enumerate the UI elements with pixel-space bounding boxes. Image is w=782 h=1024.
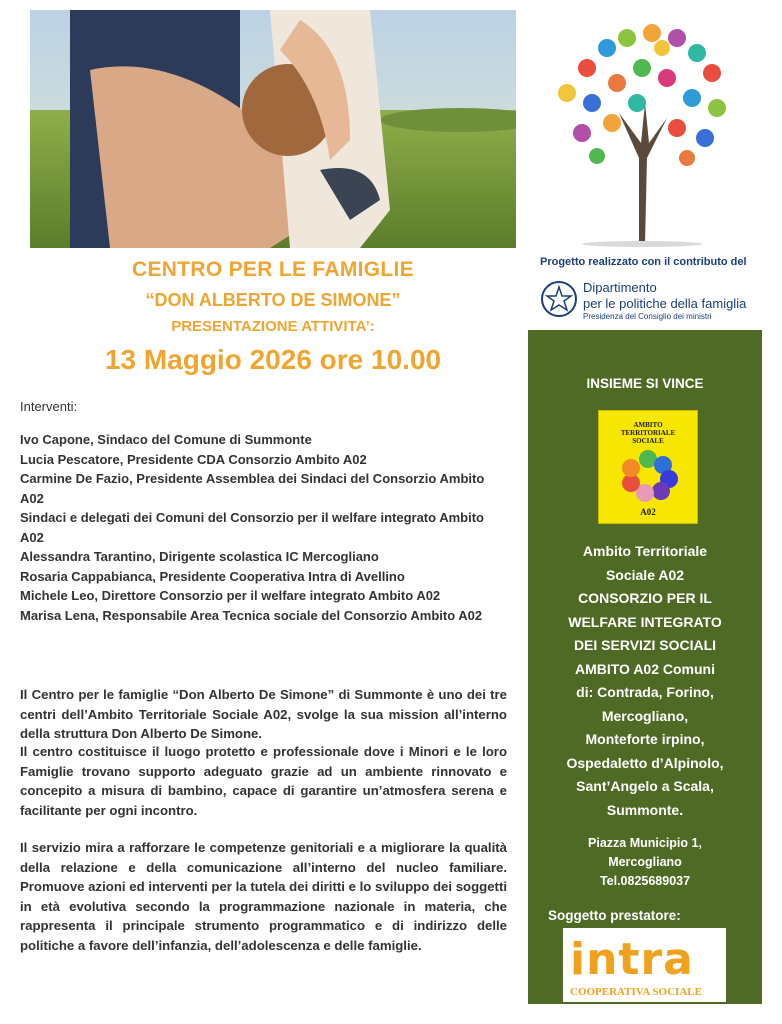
provider-label: Soggetto prestatore: [548,908,681,923]
ambito-line: WELFARE INTEGRATO [568,613,722,630]
logo-text-line1: AMBITO [633,421,663,429]
speaker-item: Carmine De Fazio, Presidente Assemblea dei Sindaci del Consorzio Ambito A02 [20,471,485,506]
intra-logo-wordmark: intra [570,934,694,985]
ambito-line: DEI SERVIZI SOCIALI [573,637,717,653]
logo-text-line3: SOCIALE [632,437,664,445]
republic-seal-icon [540,280,578,318]
ambito-logo [598,410,698,524]
ambito-line: Summonte. [606,801,684,818]
logo-text-line2: TERRITORIALE [620,429,676,437]
speaker-item: Alessandra Tarantino, Dirigente scolastica IC Mercogliano [20,549,379,564]
body-paragraph-2: Il centro costituisce il luogo protetto e professionale dove i Minori e le loro Famiglie trovano supporto adeguato grazie ad un ambiente rinnovato e concepito a misura di bambino, capace di garantire un’atmosfera serena e facilitante per ogni incontro. [20,744,507,818]
centre-name: “DON ALBERTO DE SIMONE” [145,290,401,310]
body-paragraph-1: Il Centro per le famiglie “Don Alberto De Simone” di Summonte è uno dei tre centri dell’Ambito Territoriale Sociale A02, svolge la sua mission all’interno della struttura Don Alberto De Simone. [20,687,507,741]
project-note: Progetto realizzato con il contributo del [540,256,747,268]
speaker-item: Ivo Capone, Sindaco del Comune di Summonte [20,432,312,447]
ambito-line: CONSORZIO PER IL [578,590,712,606]
speaker-item: Michele Leo, Direttore Consorzio per il welfare integrato Ambito A02 [20,588,441,603]
address-line: Mercogliano [608,855,682,869]
speaker-item: Rosaria Cappabianca, Presidente Cooperativa Intra di Avellino [20,568,405,584]
dept-name-line2: per le politiche della famiglia [583,296,747,311]
ambito-line: Ospedaletto d’Alpinolo, [566,754,724,771]
ambito-line: AMBITO A02 Comuni [574,660,715,677]
ambito-line: di: Contrada, Forino, [576,684,714,700]
speaker-item: Lucia Pescatore, Presidente CDA Consorzio Ambito A02 [20,451,367,467]
dept-name-line3: Presidenza del Consiglio dei ministri [583,312,712,321]
presentation-label: PRESENTAZIONE ATTIVITA’: [171,318,375,335]
ambito-line: Monteforte irpino, [585,731,705,747]
event-title: CENTRO PER LE FAMIGLIE [132,258,414,281]
interventi-heading: Interventi: [20,399,78,414]
hero-photo [30,10,516,248]
ambito-line: Ambito Territoriale [582,543,708,559]
address-line: Piazza Municipio 1, [588,836,702,850]
ambito-line: Sant’Angelo a Scala, [576,778,714,794]
speaker-item: Sindaci e delegati dei Comuni del Consorzio per il welfare integrato Ambito A02 [20,510,484,545]
body-paragraph-3: Il servizio mira a rafforzare le competenze genitoriali e a migliorare la qualità della relazione e della comunicazione all’interno del nucleo familiare. Promuove azioni ed interventi per la tutela dei diritti e lo sviluppo dei soggetti in età evolutiva secondo la programmazione nazionale in materia, che rappresenta il principale strumento programmatico e di indirizzo delle politiche a favore dell’infanzia, dell’adolescenza e delle famiglie. [20,840,507,953]
speaker-item: Marisa Lena, Responsabile Area Tecnica sociale del Consorzio Ambito A02 [20,607,483,623]
logo-code: A02 [640,507,656,517]
event-date: 13 Maggio 2026 ore 10.00 [104,344,442,375]
phone-number: Tel.0825689037 [599,874,691,888]
ambito-line: Sociale A02 [605,566,685,583]
speakers-list [20,430,510,625]
dept-name-line1: Dipartimento [583,280,657,295]
address-block [528,834,762,891]
ambito-line: Mercogliano, [601,707,689,724]
motto: INSIEME SI VINCE [586,376,704,391]
intra-logo-subtitle: COOPERATIVA SOCIALE [570,986,702,998]
family-tree-logo [527,8,757,248]
ambito-description [528,540,762,822]
